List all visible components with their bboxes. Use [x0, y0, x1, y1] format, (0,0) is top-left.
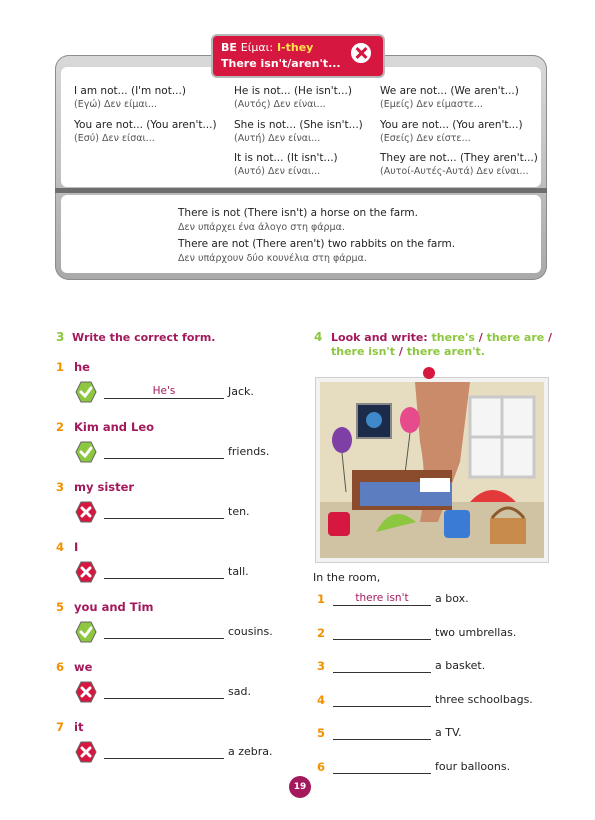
exercise-4-sentence-end: a basket.	[435, 659, 486, 672]
exercise-3-subject: you and Tim	[74, 600, 154, 614]
grammar-row-gr: (Εγώ) Δεν είμαι...	[74, 99, 157, 110]
grammar-row	[74, 118, 217, 146]
page-number: 19	[289, 776, 311, 798]
exercise-3-subject: I	[74, 540, 79, 554]
exercise-3-subject: it	[74, 720, 84, 734]
cross-icon	[75, 561, 97, 583]
exercise-4-option: there aren't.	[406, 345, 485, 358]
grammar-row-en: She is not... (She isn't...)	[234, 119, 363, 131]
exercise-3-sentence-end: cousins.	[228, 625, 273, 638]
exercise-4-answer-field[interactable]	[333, 658, 431, 673]
there-example-en: There is not (There isn't) a horse on the farm.	[178, 207, 418, 219]
exercise-4-title-line2	[331, 345, 485, 358]
grammar-row	[380, 151, 538, 179]
exercise-4-item-number: 2	[317, 626, 326, 640]
exercise-3-item-number: 3	[56, 480, 65, 494]
exercise-4-answer-field[interactable]: there isn't	[333, 591, 431, 606]
exercise-4-option: there are	[486, 331, 545, 344]
grammar-row-gr: (Εσύ) Δεν είσαι...	[74, 133, 155, 144]
exercise-3-answer-field[interactable]	[104, 684, 224, 699]
grammar-title-banner	[211, 34, 385, 78]
pushpin-icon	[423, 367, 435, 379]
grammar-row-gr: (Εσείς) Δεν είστε...	[380, 133, 471, 144]
exercise-3-title: Write the correct form.	[72, 331, 216, 344]
exercise-3-item-number: 4	[56, 540, 65, 554]
exercise-3-item-number: 5	[56, 600, 65, 614]
grammar-row	[380, 84, 519, 112]
exercise-4-option: there isn't	[331, 345, 396, 358]
exercise-3-sentence-end: Jack.	[228, 385, 254, 398]
grammar-row-gr: (Αυτή) Δεν είναι...	[234, 133, 321, 144]
there-example-gr: Δεν υπάρχουν δύο κουνέλια στη φάρμα.	[178, 253, 367, 264]
there-example-en: There are not (There aren't) two rabbits on the farm.	[178, 238, 456, 250]
exercise-4-answer-field[interactable]	[333, 759, 431, 774]
grammar-row-en: They are not... (They aren't...)	[380, 152, 538, 164]
grammar-title-range: I-they	[276, 41, 314, 54]
exercise-4-sentence-end: three schoolbags.	[435, 693, 533, 706]
grammar-row-gr: (Εμείς) Δεν είμαστε...	[380, 99, 483, 110]
exercise-4-item-number: 3	[317, 659, 326, 673]
exercise-4-sentence-end: a TV.	[435, 726, 462, 739]
grammar-row	[234, 84, 352, 112]
cross-icon	[349, 41, 373, 65]
exercise-4-item-number: 6	[317, 760, 326, 774]
cross-icon	[75, 501, 97, 523]
exercise-4-answer-field[interactable]	[333, 625, 431, 640]
cross-icon	[75, 741, 97, 763]
exercise-3-item-number: 2	[56, 420, 65, 434]
exercise-3-answer-field[interactable]: He's	[104, 384, 224, 399]
there-example-gr: Δεν υπάρχει ένα άλογο στη φάρμα.	[178, 222, 345, 233]
exercise-3-sentence-end: sad.	[228, 685, 251, 698]
exercise-4-separator: /	[548, 331, 553, 344]
grammar-row	[380, 118, 523, 146]
exercise-4-title	[331, 331, 552, 344]
grammar-row-en: You are not... (You aren't...)	[380, 119, 523, 131]
grammar-row	[234, 151, 338, 179]
exercise-3-subject: he	[74, 360, 90, 374]
exercise-3-subject: Kim and Leo	[74, 420, 155, 434]
grammar-title-greek: Είμαι:	[240, 41, 274, 54]
exercise-3-sentence-end: ten.	[228, 505, 250, 518]
exercise-3-answer-field[interactable]	[104, 564, 224, 579]
tick-icon	[75, 621, 97, 643]
exercise-3-subject: we	[74, 660, 93, 674]
exercise-4-separator: /	[398, 345, 403, 358]
grammar-title-be: BE	[221, 41, 237, 54]
exercise-4-option: there's	[431, 331, 475, 344]
grammar-row-en: You are not... (You aren't...)	[74, 119, 217, 131]
exercise-4-sentence-end: a box.	[435, 592, 469, 605]
exercise-3-subject: my sister	[74, 480, 135, 494]
grammar-row-en: It is not... (It isn't...)	[234, 152, 338, 164]
grammar-row-en: I am not... (I'm not...)	[74, 85, 186, 97]
exercise-4-item-number: 4	[317, 693, 326, 707]
exercise-4-number: 4	[314, 330, 323, 344]
exercise-4-intro: In the room,	[313, 571, 381, 584]
bedroom-illustration	[316, 378, 548, 562]
exercise-4-answer-field[interactable]	[333, 692, 431, 707]
grammar-row	[234, 118, 363, 146]
exercise-3-answer-field[interactable]	[104, 504, 224, 519]
exercise-4-item-number: 1	[317, 592, 326, 606]
exercise-3-answer-field[interactable]	[104, 624, 224, 639]
exercise-4-answer-field[interactable]	[333, 725, 431, 740]
exercise-3-item-number: 1	[56, 360, 65, 374]
exercise-4-title-text: Look and write:	[331, 331, 428, 344]
exercise-3-number: 3	[56, 330, 65, 344]
exercise-4-separator: /	[478, 331, 483, 344]
exercise-3-item-number: 7	[56, 720, 65, 734]
grammar-row-gr: (Αυτός) Δεν είναι...	[234, 99, 326, 110]
exercise-4-sentence-end: four balloons.	[435, 760, 511, 773]
grammar-row	[74, 84, 186, 112]
tick-icon	[75, 441, 97, 463]
grammar-title-line2: There isn't/aren't...	[221, 57, 341, 70]
exercise-3-sentence-end: tall.	[228, 565, 249, 578]
grammar-row-gr: (Αυτοί-Αυτές-Αυτά) Δεν είναι...	[380, 166, 529, 177]
tick-icon	[75, 381, 97, 403]
exercise-4-item-number: 5	[317, 726, 326, 740]
exercise-4-sentence-end: two umbrellas.	[435, 626, 517, 639]
exercise-3-answer-field[interactable]	[104, 744, 224, 759]
exercise-3-sentence-end: a zebra.	[228, 745, 273, 758]
grammar-box-divider	[55, 188, 547, 193]
exercise-3-item-number: 6	[56, 660, 65, 674]
grammar-row-gr: (Αυτό) Δεν είναι...	[234, 166, 321, 177]
grammar-row-en: We are not... (We aren't...)	[380, 85, 519, 97]
cross-icon	[75, 681, 97, 703]
exercise-3-sentence-end: friends.	[228, 445, 270, 458]
grammar-row-en: He is not... (He isn't...)	[234, 85, 352, 97]
exercise-3-answer-field[interactable]	[104, 444, 224, 459]
